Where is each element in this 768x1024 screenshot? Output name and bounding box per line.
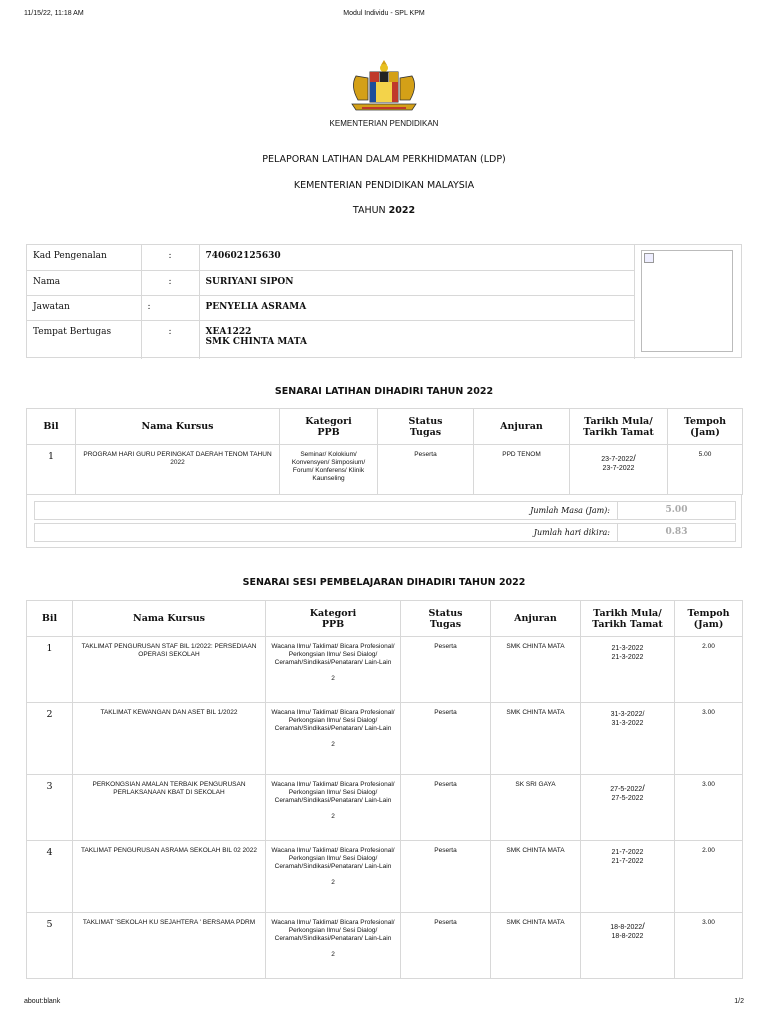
profile-row	[27, 320, 635, 359]
cell-bil: 2	[27, 703, 73, 775]
cell-status: Peserta	[401, 775, 491, 841]
col-status	[378, 409, 474, 445]
cell-anjuran: SMK CHINTA MATA	[491, 913, 581, 979]
col-tempoh-l1: Tempoh	[684, 415, 726, 427]
jumlah-masa-value: 5.00	[617, 502, 735, 519]
cell-status: Peserta	[401, 637, 491, 703]
kategori-text: Wacana Ilmu/ Taklimat/ Bicara Profesional/ Perkongsian Ilmu/ Sesi Dialog/ Ceramah/Sindikasi/Penataran/ Lain-Lain	[271, 709, 395, 733]
col-status-l2: Tugas	[429, 618, 462, 630]
profile-value: SURIYANI SIPON	[199, 270, 635, 295]
col-anjuran: Anjuran	[491, 601, 581, 637]
cell-status: Peserta	[401, 841, 491, 913]
cell-tarikh: 27-5-2022/ 27-5-2022	[581, 775, 675, 841]
date-end: 27-5-2022	[611, 794, 644, 802]
cell-nama: PERKONGSIAN AMALAN TERBAIK PENGURUSAN PERLAKSANAAN KBAT DI SEKOLAH	[73, 775, 266, 841]
profile-label: Tempat Bertugas	[27, 320, 141, 359]
profile-row	[27, 245, 635, 270]
col-kategori-l2: PPB	[317, 426, 340, 438]
cell-status: Peserta	[378, 445, 474, 495]
table-row	[27, 637, 743, 703]
date-end: 23-7-2022	[602, 464, 635, 472]
print-datetime: 11/15/22, 11:18 AM	[24, 10, 84, 17]
date-end: 18-8-2022	[611, 932, 644, 940]
cell-bil: 4	[27, 841, 73, 913]
col-kategori-l1: Kategori	[309, 607, 357, 619]
cell-nama: TAKLIMAT 'SEKOLAH KU SEJAHTERA ' BERSAMA PDRM	[73, 913, 266, 979]
training-table	[26, 408, 743, 495]
summary-panel	[26, 494, 742, 548]
ppb-number: 2	[331, 813, 335, 821]
table-header-row	[27, 601, 743, 637]
cell-tempoh: 5.00	[668, 445, 743, 495]
col-tarikh-l2: Tarikh Tamat	[592, 618, 663, 630]
section1-title: SENARAI LATIHAN DIHADIRI TAHUN 2022	[274, 386, 494, 397]
date-start: 31-3-2022	[610, 711, 643, 718]
table-row	[27, 841, 743, 913]
jumlah-hari-value: 0.83	[617, 524, 735, 541]
cell-bil: 3	[27, 775, 73, 841]
cell-nama: TAKLIMAT PENGURUSAN STAF BIL 1/2022: PERSEDIAAN OPERASI SEKOLAH	[73, 637, 266, 703]
cell-anjuran: PPD TENOM	[474, 445, 570, 495]
profile-panel	[26, 244, 742, 358]
col-tempoh	[675, 601, 743, 637]
year-prefix: TAHUN	[352, 205, 389, 216]
profile-table	[27, 245, 635, 359]
kategori-text: Wacana Ilmu/ Taklimat/ Bicara Profesional/ Perkongsian Ilmu/ Sesi Dialog/ Ceramah/Sindikasi/Penataran/ Lain-Lain	[271, 643, 395, 667]
ppb-number: 2	[331, 741, 335, 749]
profile-value	[199, 320, 635, 359]
profile-value: 740602125630	[199, 245, 635, 270]
cell-kategori	[266, 775, 401, 841]
col-kategori	[266, 601, 401, 637]
col-status-l1: Status	[408, 415, 443, 427]
col-tempoh-l2: (Jam)	[693, 618, 724, 630]
cell-tarikh: 23-7-2022/ 23-7-2022	[570, 445, 668, 495]
ministry-label: KEMENTERIAN PENDIDIKAN	[329, 119, 439, 128]
cell-tempoh: 3.00	[675, 775, 743, 841]
cell-kategori	[266, 913, 401, 979]
cell-kategori: Seminar/ Kolokium/ Konvensyen/ Simposium/ Forum/ Konferens/ Klinik Kaunseling	[280, 445, 378, 495]
date-end: 21-3-2022	[611, 653, 644, 661]
profile-label: Jawatan	[27, 295, 141, 320]
cell-bil: 5	[27, 913, 73, 979]
kategori-text: Wacana Ilmu/ Taklimat/ Bicara Profesional/ Perkongsian Ilmu/ Sesi Dialog/ Ceramah/Sindikasi/Penataran/ Lain-Lain	[271, 847, 395, 871]
date-start: 23-7-2022	[601, 456, 634, 463]
profile-value: PENYELIA ASRAMA	[199, 295, 635, 320]
col-bil: Bil	[27, 601, 73, 637]
profile-colon: :	[141, 320, 199, 359]
ppb-number: 2	[331, 675, 335, 683]
profile-colon: :	[141, 245, 199, 270]
col-tarikh	[570, 409, 668, 445]
date-start: 21-7-2022	[611, 849, 644, 856]
kategori-text: Wacana Ilmu/ Taklimat/ Bicara Profesional/ Perkongsian Ilmu/ Sesi Dialog/ Ceramah/Sindikasi/Penataran/ Lain-Lain	[271, 919, 395, 943]
col-tempoh	[668, 409, 743, 445]
col-tempoh-l1: Tempoh	[687, 607, 730, 619]
col-kategori	[280, 409, 378, 445]
school-name: SMK CHINTA MATA	[205, 336, 307, 347]
col-nama: Nama Kursus	[73, 601, 266, 637]
cell-anjuran: SMK CHINTA MATA	[491, 703, 581, 775]
col-status-l1: Status	[428, 607, 463, 619]
jumlah-hari-label: Jumlah hari dikira:	[533, 528, 610, 537]
cell-tempoh: 3.00	[675, 913, 743, 979]
report-title: PELAPORAN LATIHAN DALAM PERKHIDMATAN (LDP)	[262, 154, 506, 165]
cell-kategori	[266, 703, 401, 775]
kategori-text: Wacana Ilmu/ Taklimat/ Bicara Profesional/ Perkongsian Ilmu/ Sesi Dialog/ Ceramah/Sindikasi/Penataran/ Lain-Lain	[271, 781, 395, 805]
profile-row	[27, 295, 635, 320]
cell-bil: 1	[27, 637, 73, 703]
col-tarikh-l2: Tarikh Tamat	[583, 426, 654, 438]
ppb-number: 2	[331, 951, 335, 959]
table-row	[27, 913, 743, 979]
cell-tempoh: 2.00	[675, 841, 743, 913]
cell-nama: PROGRAM HARI GURU PERINGKAT DAERAH TENOM TAHUN 2022	[76, 445, 280, 495]
cell-tarikh	[581, 841, 675, 913]
table-row	[27, 775, 743, 841]
date-end: 31-3-2022	[611, 719, 644, 727]
page-number: 1/2	[734, 998, 744, 1005]
print-footer	[24, 998, 744, 1010]
session-table	[26, 600, 743, 979]
ppb-number: 2	[331, 879, 335, 887]
col-tarikh-l1: Tarikh Mula/	[584, 415, 653, 427]
summary-row-jam	[34, 501, 736, 520]
cell-anjuran: SK SRI GAYA	[491, 775, 581, 841]
cell-kategori	[266, 841, 401, 913]
col-nama: Nama Kursus	[76, 409, 280, 445]
report-year	[0, 205, 768, 216]
profile-label: Kad Pengenalan	[27, 245, 141, 270]
col-status-l2: Tugas	[409, 426, 442, 438]
print-title: Modul Individu - SPL KPM	[343, 10, 425, 17]
col-kategori-l2: PPB	[321, 618, 345, 630]
table-header-row	[27, 409, 743, 445]
table-row	[27, 703, 743, 775]
section2-title: SENARAI SESI PEMBELAJARAN DIHADIRI TAHUN 2022	[242, 577, 526, 588]
col-status	[401, 601, 491, 637]
profile-colon: :	[141, 270, 199, 295]
cell-bil: 1	[27, 445, 76, 495]
col-anjuran: Anjuran	[474, 409, 570, 445]
date-end: 21-7-2022	[611, 857, 644, 865]
profile-colon: :	[141, 295, 199, 320]
summary-row-hari	[34, 523, 736, 542]
cell-status: Peserta	[401, 703, 491, 775]
cell-nama: TAKLIMAT KEWANGAN DAN ASET BIL 1/2022	[73, 703, 266, 775]
table-row	[27, 445, 743, 495]
col-bil: Bil	[27, 409, 76, 445]
print-url: about:blank	[24, 998, 61, 1005]
profile-photo	[641, 250, 733, 352]
date-start: 18-8-2022	[610, 924, 643, 931]
print-header	[24, 10, 744, 22]
cell-status: Peserta	[401, 913, 491, 979]
col-tarikh	[581, 601, 675, 637]
cell-tarikh: 18-8-2022/ 18-8-2022	[581, 913, 675, 979]
col-tarikh-l1: Tarikh Mula/	[593, 607, 662, 619]
profile-label: Nama	[27, 270, 141, 295]
ministry-title: KEMENTERIAN PENDIDIKAN MALAYSIA	[293, 180, 475, 191]
profile-row	[27, 270, 635, 295]
cell-anjuran: SMK CHINTA MATA	[491, 637, 581, 703]
year-value: 2022	[388, 205, 416, 216]
school-code: XEA1222	[205, 326, 252, 337]
col-kategori-l1: Kategori	[305, 415, 352, 427]
cell-tempoh: 2.00	[675, 637, 743, 703]
cell-tarikh: 31-3-2022/ 31-3-2022	[581, 703, 675, 775]
cell-nama: TAKLIMAT PENGURUSAN ASRAMA SEKOLAH BIL 02 2022	[73, 841, 266, 913]
broken-image-icon	[644, 253, 654, 263]
cell-anjuran: SMK CHINTA MATA	[491, 841, 581, 913]
cell-kategori	[266, 637, 401, 703]
jumlah-masa-label: Jumlah Masa (Jam):	[530, 506, 610, 515]
coat-of-arms-icon	[344, 58, 424, 116]
col-tempoh-l2: (Jam)	[690, 426, 720, 438]
cell-tarikh	[581, 637, 675, 703]
cell-tempoh: 3.00	[675, 703, 743, 775]
date-start: 21-3-2022	[611, 645, 644, 652]
date-start: 27-5-2022	[610, 786, 643, 793]
